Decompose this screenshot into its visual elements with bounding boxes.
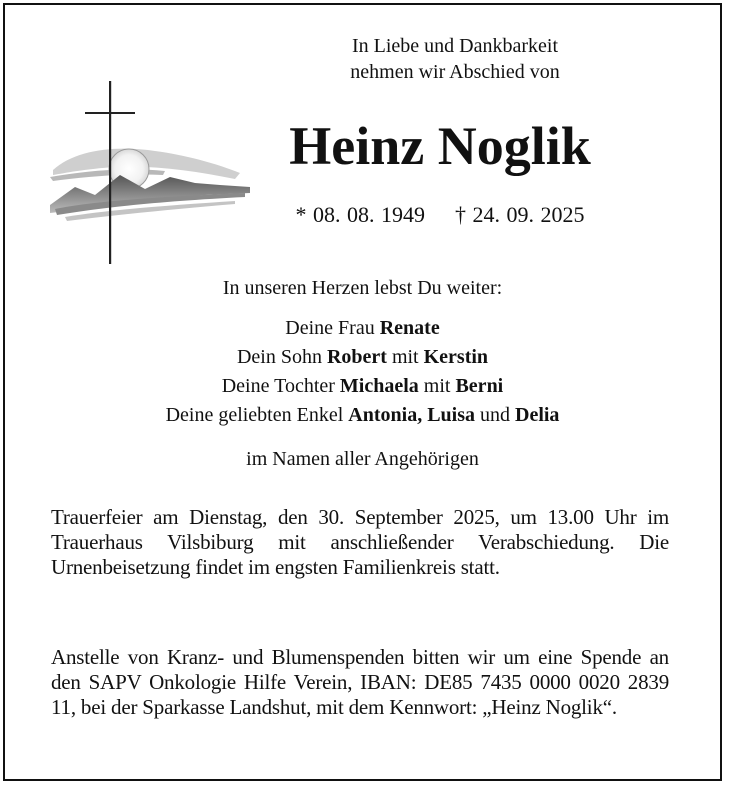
son-prefix: Dein Sohn <box>236 346 322 368</box>
family-line-daughter <box>5 372 720 401</box>
son-connector: mit <box>391 346 419 368</box>
intro-line-1: In Liebe und Dankbarkeit <box>351 35 559 57</box>
wife-prefix: Deine Frau <box>285 317 375 339</box>
wife-name: Renate <box>379 317 440 339</box>
life-dates <box>235 200 645 230</box>
daughter-partner-name: Berni <box>455 375 504 397</box>
family-list <box>5 314 720 430</box>
family-line-grandchildren <box>5 401 720 430</box>
grandchildren-prefix: Deine geliebten Enkel <box>165 404 344 426</box>
intro-text <box>255 33 655 85</box>
deceased-name: Heinz Noglik <box>289 116 591 176</box>
birth-date: * 08. 08. 1949 <box>295 202 425 227</box>
daughter-prefix: Deine Tochter <box>221 375 335 397</box>
daughter-name: Michaela <box>339 375 419 397</box>
son-partner-name: Kerstin <box>423 346 489 368</box>
on-behalf-line: im Namen aller Angehörigen <box>246 448 479 470</box>
grandchildren-connector: und <box>480 404 510 426</box>
grandchild-last-name: Delia <box>515 404 560 426</box>
donation-details: Anstelle von Kranz- und Blumenspenden bitten wir um eine Spende an den SAPV Onkologie Hilfe Verein, IBAN: DE85 7435 0000 0020 2839 11, bei der Sparkasse Landshut, mit dem Kennwort: „Heinz Noglik“. <box>51 645 669 719</box>
motto: In unseren Herzen lebst Du weiter: <box>222 277 503 299</box>
grandchildren-names: Antonia, Luisa <box>348 404 475 426</box>
son-name: Robert <box>326 346 387 368</box>
intro-line-2: nehmen wir Abschied von <box>350 61 560 83</box>
family-line-wife <box>5 314 720 343</box>
obituary-notice <box>3 3 722 781</box>
funeral-details: Trauerfeier am Dienstag, den 30. September 2025, um 13.00 Uhr im Trauerhaus Vilsbiburg mit anschließender Verabschiedung. Die Urnenbeisetzung findet im engsten Familienkreis statt. <box>51 505 669 579</box>
mountain-silhouette <box>50 175 250 221</box>
family-line-son <box>5 343 720 372</box>
death-date: † 24. 09. 2025 <box>455 202 585 227</box>
daughter-connector: mit <box>423 375 451 397</box>
